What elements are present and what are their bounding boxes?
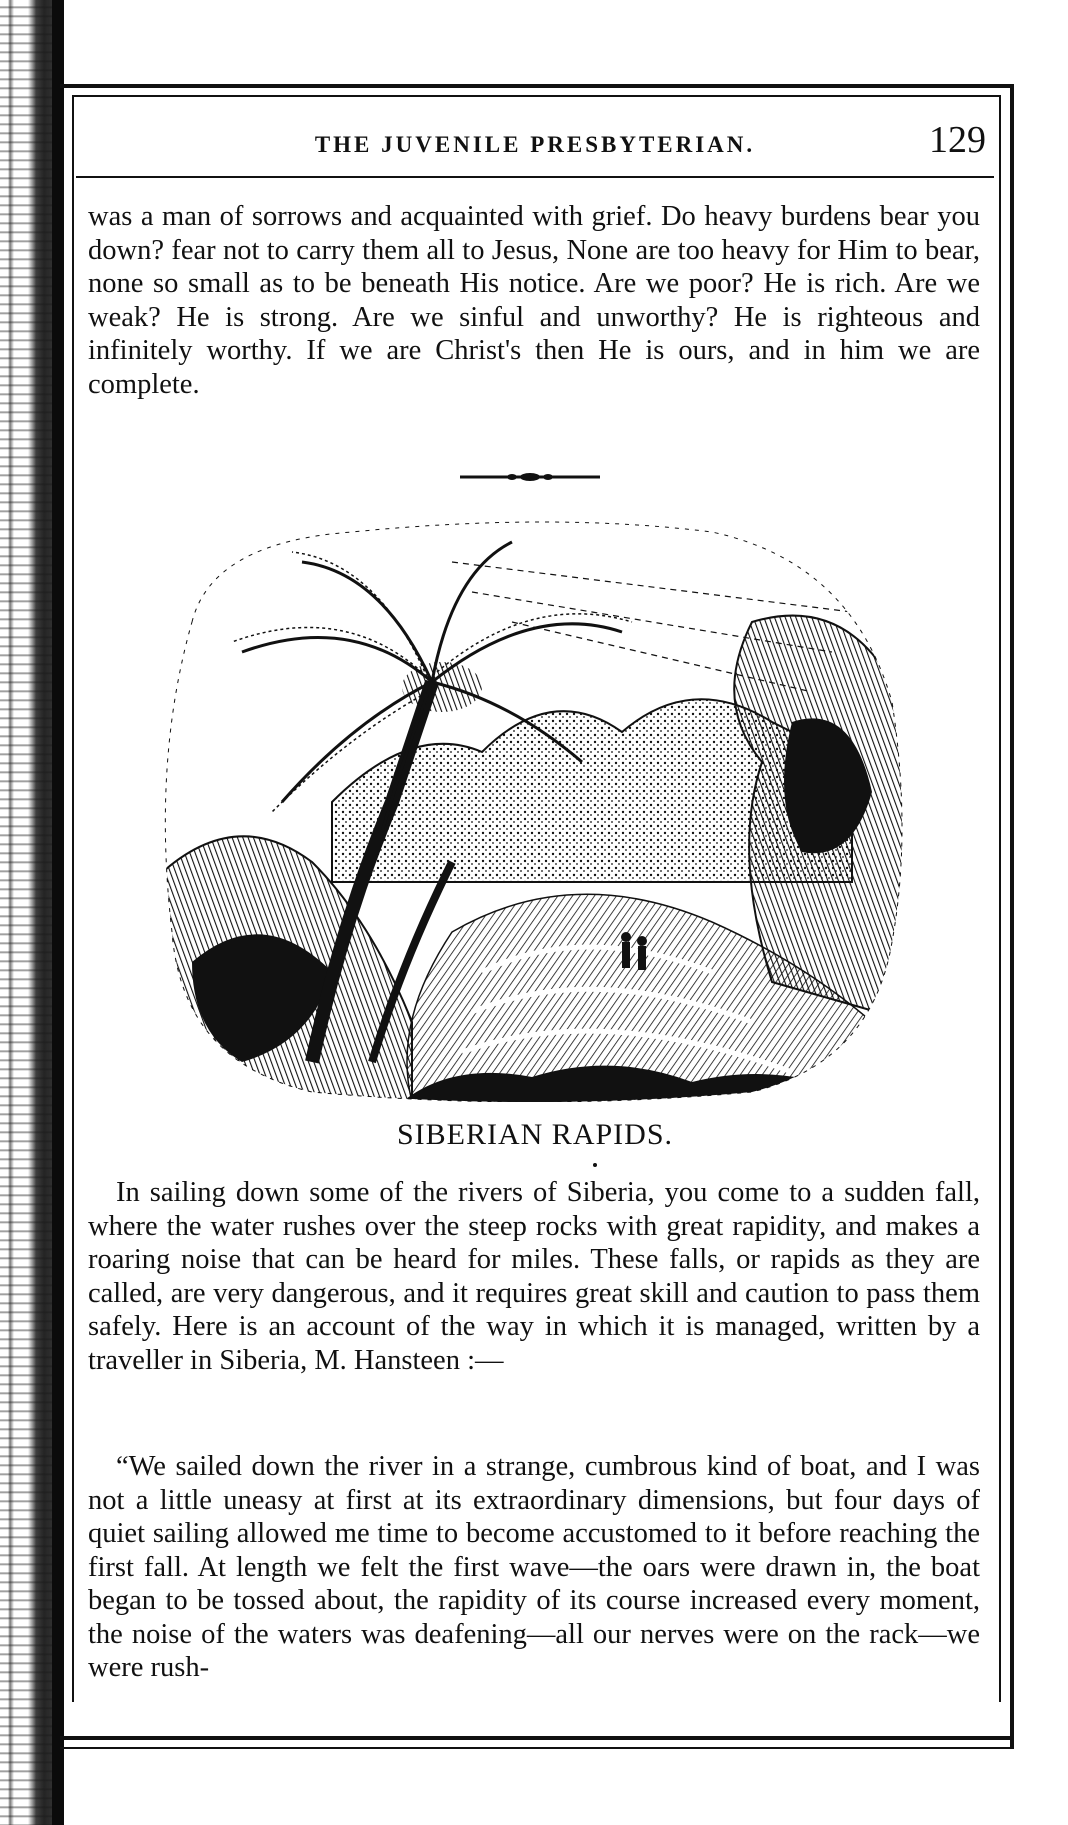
- header-rule: [76, 176, 994, 178]
- binding-edge: [0, 0, 60, 1825]
- rapids-illustration: [152, 502, 912, 1102]
- ornament-divider: [460, 472, 600, 482]
- paragraph-intro: was a man of sorrows and acquainted with grief. Do heavy burdens bear you down? fear not to carry them all to Jesus, None are too heavy for Him to bear, none so small as to be beneath His notice. Are we poor? He is rich. Are we weak? He is strong. Are we sinful and unworthy? He is righteous and infinitely worthy. If we are Christ's then He is ours, and in him we are complete.: [88, 201, 980, 400]
- paragraph-rapids-intro-text: In sailing down some of the rivers of Siberia, you come to a sudden fall, where the water rushes over the steep rocks with great rapidity, and makes a roaring noise that can be heard for miles. These falls, or rapids as they are called, are very dangerous, and it requires great skill and caution to pass them safely. Here is an account of the way in which it is managed, written by a traveller in Siberia, M. Hansteen :—: [88, 1177, 980, 1376]
- page-number: 129: [929, 119, 986, 161]
- running-title: THE JUVENILE PRESBYTERIAN.: [314, 132, 756, 157]
- bottom-rule-thick: [60, 1736, 1014, 1740]
- paragraph-quotation: [88, 1450, 980, 1685]
- heading-dot: [593, 1163, 597, 1167]
- running-head: [76, 118, 994, 168]
- paragraph-rapids-intro: [88, 1176, 980, 1377]
- paragraph-quotation-text: “We sailed down the river in a strange, cumbrous kind of boat, and I was not a little uneasy at first at its extraordinary dimensions, but four days of quiet sailing allowed me time to become accustomed to it before reaching the first fall. At length we felt the first wave—the oars were drawn in, the boat began to be tossed about, the rapidity of its course increased every moment, the noise of the waters was deafening—all our nerves were on the rack—we were rush-: [88, 1451, 980, 1683]
- bottom-rule-thin: [60, 1747, 1014, 1749]
- section-heading: SIBERIAN RAPIDS.: [396, 1118, 674, 1151]
